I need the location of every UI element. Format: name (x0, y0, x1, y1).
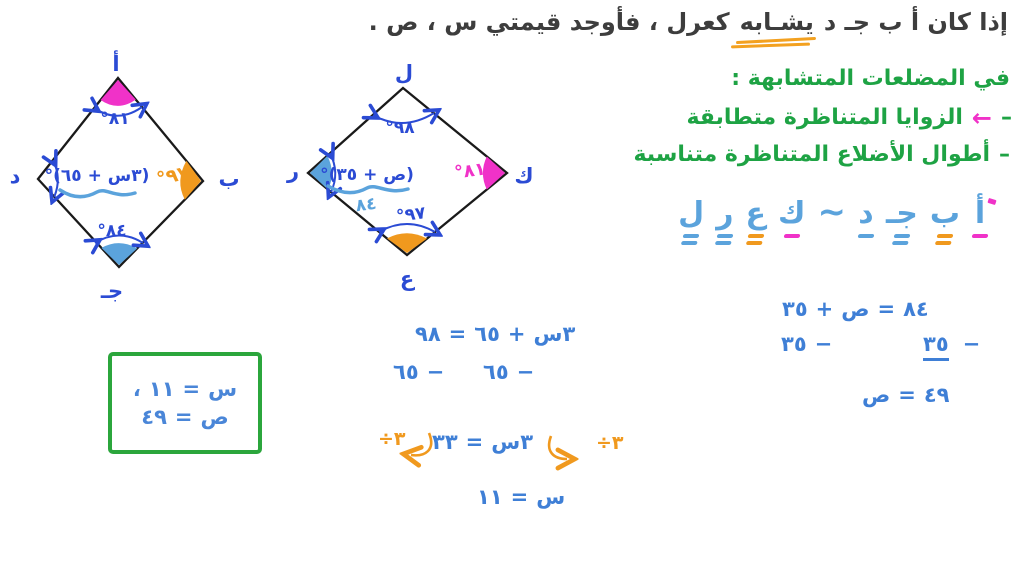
divide-by-3-right: ÷٣ (596, 432, 624, 454)
left-quad-angle-right: ٩٧° (154, 161, 192, 191)
equation-token: = (510, 485, 529, 509)
equation-token: − (814, 332, 833, 356)
equation-token: ٦٥ (474, 322, 500, 346)
equation-token: ٣س (491, 430, 534, 454)
similarity-letter (678, 196, 704, 243)
equation-token: = (898, 383, 916, 407)
note-line-2 (686, 105, 1012, 130)
equation-token: ٩٨ (415, 322, 441, 346)
equation-token: = (877, 297, 896, 321)
equation-token: ص (862, 383, 891, 407)
right-quad-angle-bottom: ٩٧° (395, 203, 427, 227)
right-quad-angle-left-expression: (ص + ٣٥)° (320, 165, 414, 185)
title-suffix: كعرل ، فأوجد قيمتي س ، ص . (368, 8, 730, 36)
divide-by-3-left: ÷٣ (378, 428, 406, 450)
left-quad-angle-bottom: ٨٤° (97, 221, 127, 241)
similarity-letter (858, 196, 874, 243)
equation-right-line2-left (781, 332, 832, 356)
correspondence-tick (683, 234, 700, 238)
equation-token: = (465, 430, 484, 454)
similarity-letter-glyph: ر (716, 196, 734, 231)
equation-token: س (536, 485, 566, 509)
equation-token: ٨٤ (903, 297, 929, 321)
equation-right-line1 (782, 297, 929, 321)
equation-token: ٤٩ (923, 383, 950, 407)
similarity-letter (972, 196, 988, 243)
equation-token: ٣٥ (923, 332, 949, 361)
dash-bullet: – (999, 142, 1010, 167)
equation-right-line3 (862, 383, 950, 407)
equation-token: + (815, 297, 834, 321)
similarity-letter-glyph: ب (929, 196, 960, 231)
equation-mid-line3 (432, 430, 533, 454)
note-line-2-text: الزوايا المتناظرة متطابقة (686, 105, 963, 130)
right-quad-vertex-bottom-label: ع (399, 267, 415, 291)
equation-token: − (516, 360, 535, 384)
correspondence-tick (783, 234, 800, 238)
answer-box-line2 (141, 405, 229, 429)
equation-token: ١١ (477, 485, 503, 509)
equation-token: ٦٥ (393, 360, 419, 384)
right-quad-angle-right: ٨١° (453, 158, 487, 184)
similarity-letter (778, 196, 806, 243)
title-prefix: إذا كان أ ب جـ د (823, 8, 1008, 36)
similarity-letter (745, 196, 766, 243)
equation-token: = (182, 377, 201, 401)
correspondence-tick (893, 234, 910, 238)
equation-token: ص (200, 405, 229, 429)
left-arrow-icon: ← (971, 103, 992, 132)
correspondence-tick (716, 234, 733, 238)
note-line-1-text: في المضلعات المتشابهة : (731, 66, 1010, 91)
equation-right-line2-right (923, 332, 980, 361)
equation-token: ٣٥ (782, 297, 808, 321)
equation-token: − (426, 360, 445, 384)
correspondence-tick (747, 234, 764, 238)
similarity-letter-glyph: أ (974, 196, 986, 231)
correspondence-tick (972, 234, 989, 238)
equation-mid-line2-left (393, 360, 444, 384)
similarity-tilde-icon: ~ (817, 192, 846, 232)
answer-box-line1 (133, 377, 237, 401)
equation-token: ٣٣ (432, 430, 458, 454)
title-underlined-word: يشـابه (739, 8, 814, 36)
right-quad-angle-left-value: ٨٤ (354, 193, 378, 217)
left-quad-vertex-bottom-label: جـ (100, 279, 124, 303)
similarity-letter-glyph: ل (678, 196, 705, 231)
left-quad-vertex-top-label: أ (112, 52, 120, 76)
question-title (369, 8, 1008, 36)
equation-token: ٤٩ (141, 405, 167, 429)
similarity-letter-glyph: ع (745, 196, 766, 231)
similarity-letter-glyph: د (858, 196, 874, 231)
right-quad-vertex-left-label: ر (286, 159, 300, 183)
left-quad-angle-left-expression: (٣س + ٦٥)° (44, 166, 150, 186)
left-quad-expression-squiggle (60, 190, 135, 197)
equation-token: ١١ (148, 377, 175, 401)
divide-hook-right (549, 436, 567, 459)
note-line-1 (731, 66, 1010, 91)
left-quad-vertex-right-label: ب (218, 167, 240, 191)
left-quad-angle-top: ٨١° (100, 109, 130, 129)
similarity-statement (678, 192, 988, 243)
equation-token: = (174, 405, 193, 429)
equation-token: ٣٥ (781, 332, 807, 356)
equation-token: ٦٥ (483, 360, 509, 384)
equation-token: ص (841, 297, 870, 321)
right-quad-vertex-right-label: ك (514, 164, 534, 188)
divide-hook-left (411, 433, 431, 455)
right-quad-angle-top: ٩٨° (385, 118, 415, 138)
answer-box (108, 352, 262, 454)
right-quad-vertex-top-label: ل (394, 61, 414, 85)
similarity-letter-glyph: جـ (885, 196, 918, 231)
equation-mid-line4 (477, 485, 565, 509)
equation-token: + (507, 322, 526, 346)
similarity-letter (716, 196, 733, 243)
similarity-letter-glyph: ك (777, 196, 806, 231)
equation-mid-line2-right (483, 360, 534, 384)
dash-bullet: – (1001, 105, 1012, 130)
equation-token: ٣س (533, 322, 576, 346)
equation-token: − (962, 332, 981, 356)
note-line-3-text: أطوال الأضلاع المتناظرة متناسبة (633, 142, 990, 167)
equation-token: ، (132, 377, 141, 401)
similarity-letter (930, 196, 960, 243)
left-quad-vertex-left-label: د (9, 164, 21, 188)
note-line-3 (633, 142, 1010, 167)
correspondence-tick (936, 234, 953, 238)
similarity-letter (817, 192, 846, 243)
equation-token: س (208, 377, 238, 401)
right-quad-expression-squiggle (328, 186, 408, 193)
equation-token: = (448, 322, 467, 346)
correspondence-tick (857, 234, 874, 238)
equation-mid-line1 (415, 322, 575, 346)
similarity-letter (886, 196, 918, 243)
